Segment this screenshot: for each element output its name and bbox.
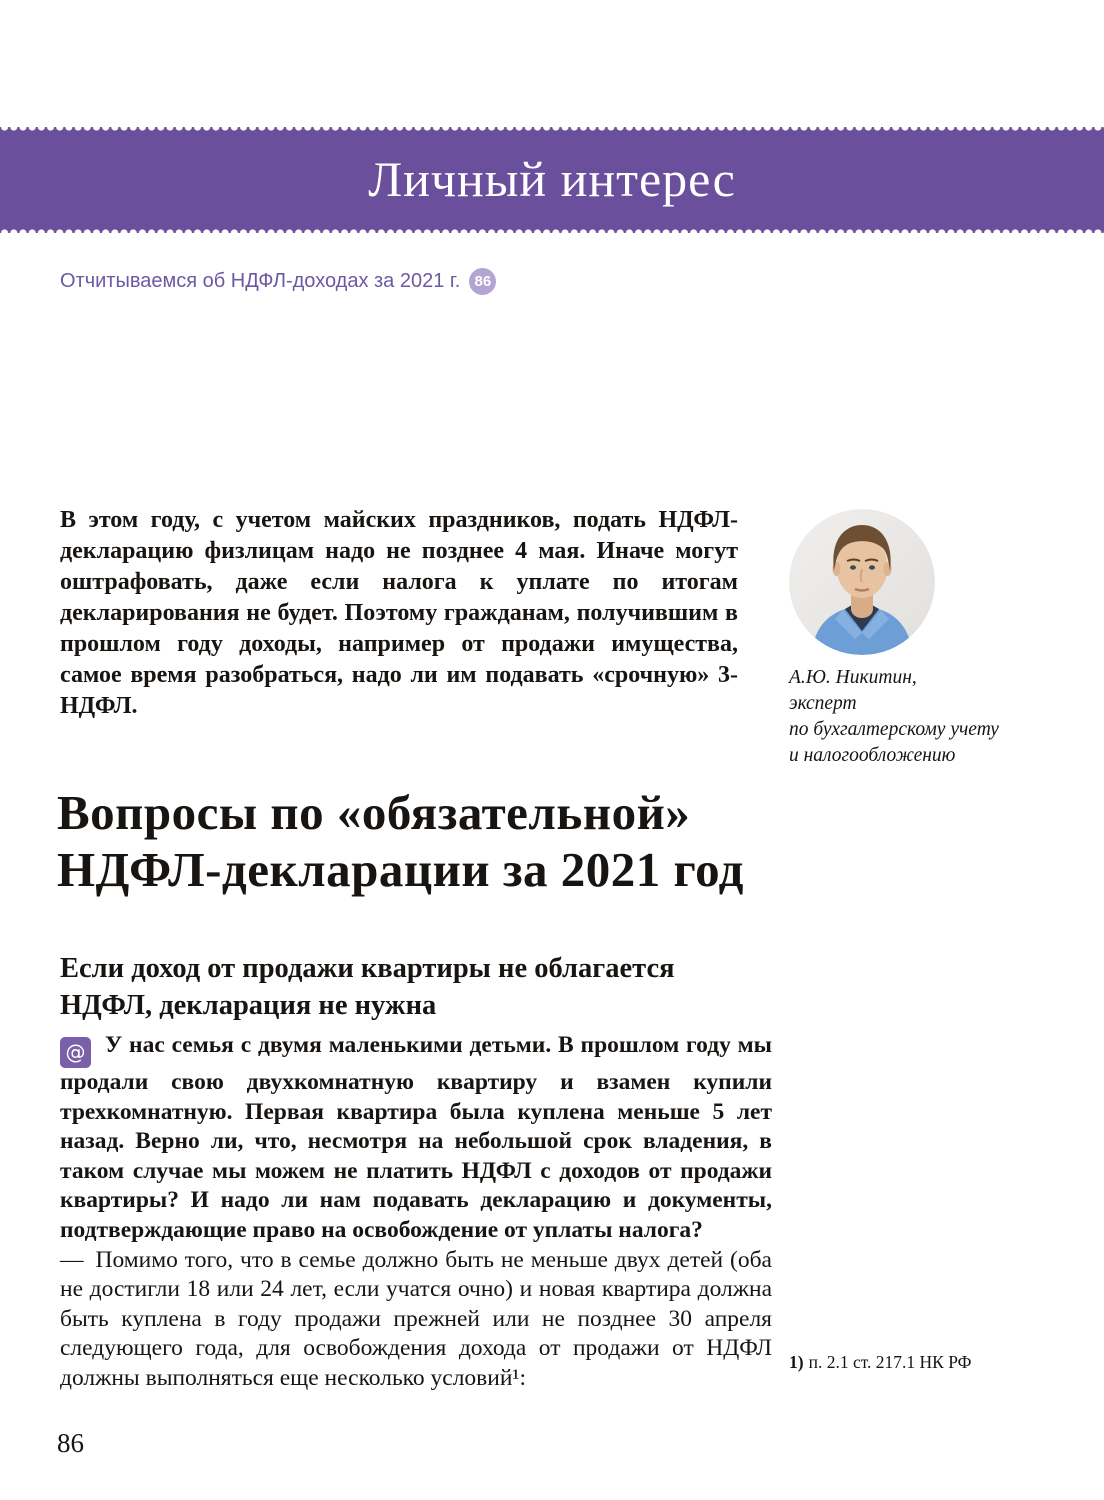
answer-text: Помимо того, что в семье должно быть не меньше двух детей (оба не достигли 18 или 24 лет, если учатся очно) и новая квартира должна быть куплена в году продажи прежней или не позднее 30 апреля следующего года, для освобождения дохода от продажи от НДФЛ должны выполняться еще несколько условий¹: <box>60 1246 772 1391</box>
expert-caption <box>789 665 1069 769</box>
section-band <box>0 127 1104 233</box>
expert-name: А.Ю. Никитин, <box>789 667 917 688</box>
expert-answer <box>60 1246 772 1394</box>
footnote-text: п. 2.1 ст. 217.1 НК РФ <box>808 1352 972 1372</box>
section-heading <box>60 950 820 1024</box>
section-heading-line: НДФЛ, декларация не нужна <box>60 990 437 1021</box>
expert-role-line: эксперт <box>789 693 857 714</box>
answer-dash: — <box>60 1246 84 1273</box>
question-text: У нас семья с двумя маленькими детьми. В прошлом году мы продали свою двухкомнатную квартиру и взамен купили трехкомнатную. Первая квартира была куплена меньше 5 лет назад. Верно ли, что, несмотря на небольшой срок владения, в таком случае мы можем не платить НДФЛ с доходов от продажи квартиры? И надо ли нам подавать декларацию и документы, подтверждающие право на освобождение от уплаты налога? <box>60 1032 772 1243</box>
article-title-line: НДФЛ-декларации за 2021 год <box>57 842 744 897</box>
kicker-text: Отчитываемся об НДФЛ-доходах за 2021 г. <box>60 270 461 292</box>
page-number: 86 <box>57 1428 84 1458</box>
lead-paragraph: В этом году, с учетом майских праздников, подать НДФЛ-декларацию физлицам надо не позднее 4 мая. Иначе могут оштрафовать, даже если налога к уплате по итогам декларирования не будет. Поэтому гражданам, получившим в прошлом году доходы, например от продажи имущества, самое время разобраться, надо ли им подавать «срочную» 3-НДФЛ. <box>60 507 738 719</box>
section-heading-line: Если доход от продажи квартиры не облагается <box>60 953 675 984</box>
expert-role-line: по бухгалтерскому учету <box>789 719 999 740</box>
reader-question <box>60 1031 772 1246</box>
page-ref-badge: 86 <box>469 268 496 295</box>
email-question-icon: @ <box>60 1037 91 1068</box>
section-band-title: Личный интерес <box>368 151 736 207</box>
expert-photo <box>789 509 935 655</box>
kicker <box>60 268 496 295</box>
footnote <box>789 1351 1089 1373</box>
article-title-line: Вопросы по «обязательной» <box>57 785 691 840</box>
question-answer-block <box>60 1031 772 1394</box>
expert-block <box>789 509 1069 769</box>
footnote-marker: 1) <box>789 1352 804 1372</box>
expert-role-line: и налогообложению <box>789 745 956 766</box>
article-title <box>57 784 1037 898</box>
